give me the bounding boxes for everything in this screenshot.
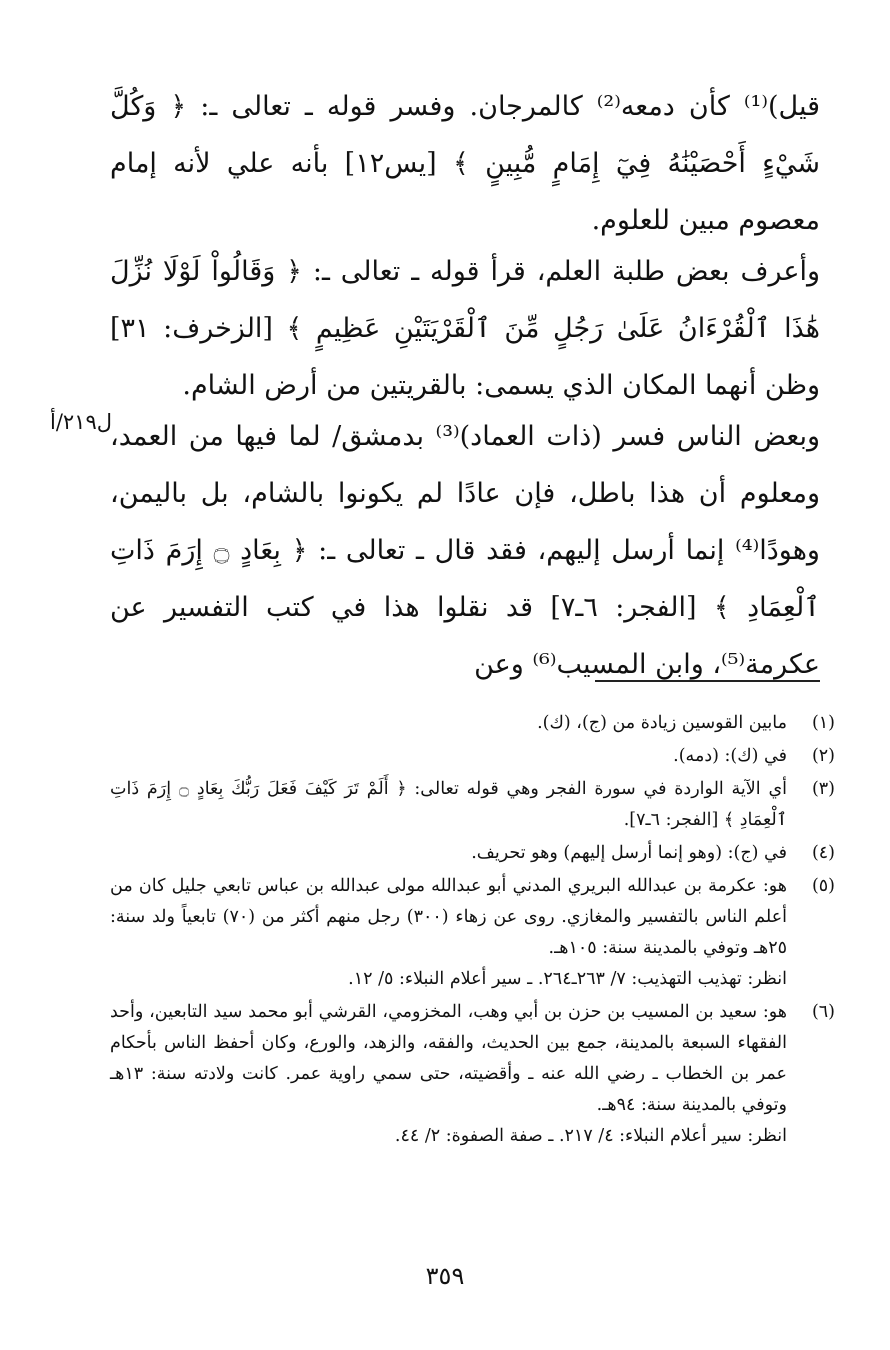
paragraph-text: قيل)⁽¹⁾ كأن دمعه⁽²⁾ كالمرجان. وفسر قوله ـ تعالى ـ: ﴿ وَكُلَّ شَيْءٍ أَحْصَيْنَٰهُ فِيٓ إِمَامٍ مُّبِينٍ ﴾ [يس١٢] بأنه علي لأنه إمام معصوم مبين للعلوم. — [110, 91, 820, 236]
footnote-number: (١) — [811, 713, 835, 733]
footnote-6 — [110, 997, 835, 1152]
footnote-body: هو: عكرمة بن عبدالله البريري المدني أبو عبدالله مولى عبدالله بن عباس تابعي جليل كان من أعلم الناس بالتفسير والمغازي. روى عن زهاء (٣٠٠) رجل منهم أكثر من (٧٠) تابعياً ولد سنة: ٢٥هـ وتوفي بالمدينة سنة: ١٠٥هـ. — [110, 876, 788, 958]
footnote-text: في (ك): (دمه). — [673, 746, 787, 766]
paragraph-text: وأعرف بعض طلبة العلم، قرأ قوله ـ تعالى ـ: ﴿ وَقَالُواْ لَوْلَا نُزِّلَ هَٰذَا ٱلْقُرْءَانُ عَلَىٰ رَجُلٍ مِّنَ ٱلْقَرْيَتَيْنِ عَظِيمٍ ﴾ [الزخرف: ٣١] وظن أنهما المكان الذي يسمى: بالقريتين من أرض الشام. — [110, 256, 820, 401]
footnote-number: (٤) — [811, 843, 835, 863]
footnote-separator — [595, 680, 820, 682]
footnote-3 — [110, 774, 835, 836]
footnote-text — [110, 997, 787, 1152]
footnote-text: في (ج): (وهو إنما أرسل إليهم) وهو تحريف. — [471, 843, 787, 863]
main-text-paragraph-3 — [110, 408, 820, 693]
footnote-number: (٣) — [811, 779, 835, 799]
footnote-text — [110, 871, 787, 995]
footnote-text: مابين القوسين زيادة من (ج)، (ك). — [537, 713, 787, 733]
footnotes — [110, 708, 835, 1154]
paragraph-text: وبعض الناس فسر (ذات العماد)⁽³⁾ بدمشق/ لما فيها من العمد، ومعلوم أن هذا باطل، فإن عادًا لم يكونوا بالشام، بل باليمن، وهودًا⁽⁴⁾ إنما أرسل إليهم، فقد قال ـ تعالى ـ: ﴿ بِعَادٍ ۝ إِرَمَ ذَاتِ ٱلْعِمَادِ ﴾ [الفجر: ٦ـ٧] قد نقلوا هذا في كتب التفسير عن عكرمة⁽⁵⁾، وابن المسيب⁽⁶⁾ وعن — [110, 421, 821, 680]
footnote-body: هو: سعيد بن المسيب بن حزن بن أبي وهب، المخزومي، القرشي أبو محمد سيد التابعين، وأحد الفقهاء السبعة بالمدينة، جمع بين الحديث، والفقه، والزهد، والورع، وكان أحفظ الناس بأحكام عمر بن الخطاب ـ رضي الله عنه ـ وأقضيته، حتى سمي راوية عمر. كانت ولادته سنة: ١٣هـ وتوفي بالمدينة سنة: ٩٤هـ. — [110, 1002, 787, 1115]
main-text-paragraph-2 — [110, 243, 820, 414]
footnote-number: (٥) — [811, 876, 835, 896]
footnote-number: (٦) — [811, 1002, 835, 1022]
footnote-5 — [110, 871, 835, 995]
footnote-number: (٢) — [811, 746, 835, 766]
footnote-reference: انظر: تهذيب التهذيب: ٧/ ٢٦٣ـ٢٦٤. ـ سير أعلام النبلاء: ٥/ ١٢. — [348, 969, 787, 989]
footnote-text: أي الآية الواردة في سورة الفجر وهي قوله تعالى: ﴿ أَلَمْ تَرَ كَيْفَ فَعَلَ رَبُّكَ بِعَادٍ ۝ إِرَمَ ذَاتِ ٱلْعِمَادِ ﴾ [الفجر: ٦ـ٧]. — [110, 779, 787, 830]
manuscript-folio-marker: ل٢١٩/أ — [49, 410, 113, 434]
page-number: ٣٥٩ — [425, 1262, 465, 1290]
footnote-reference: انظر: سير أعلام النبلاء: ٤/ ٢١٧. ـ صفة الصفوة: ٢/ ٤٤. — [394, 1126, 787, 1146]
footnote-1 — [110, 708, 835, 739]
footnote-2 — [110, 741, 835, 772]
main-text-paragraph-1 — [110, 78, 820, 249]
footnote-4 — [110, 838, 835, 869]
